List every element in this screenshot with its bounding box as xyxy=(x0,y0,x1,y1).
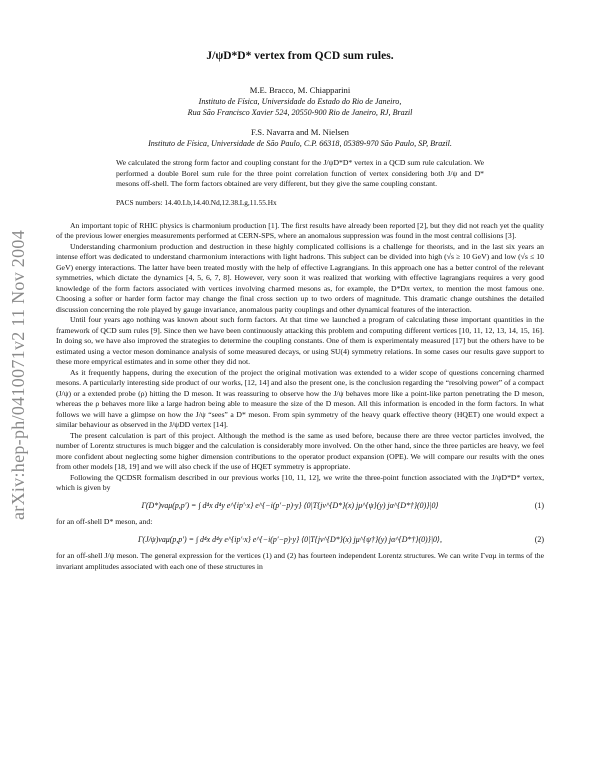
author-group-1: M.E. Bracco, M. Chiapparini xyxy=(249,85,351,95)
pacs-numbers: PACS numbers: 14.40.Lb,14.40.Nd,12.38.Lg,11.55.Hx xyxy=(116,197,277,207)
paper-body xyxy=(56,221,544,573)
equation-1 xyxy=(56,501,544,512)
paper-title: J/ψD*D* vertex from QCD sum rules. xyxy=(206,50,394,62)
paragraph-5: The present calculation is part of this project. Although the method is the same as used before, because there are three vector particles involved, the number of Lorentz structures is much bigger and the calculation is considerably more involved. On the other hand, since the three particles are heavy, we feel more confident about neglecting some higher dimension contributions to the operator product expansion (OPE). We will compare our results with the ones from other models [18, 19] and we will also check if the use of HQET symmetry is appropriate. xyxy=(56,430,544,472)
paragraph-8: for an off-shell J/ψ meson. The general expression for the vertices (1) and (2) has fourteen independent Lorentz structures. We can write Γναμ in terms of the invariant amplitudes associated with each one of these structures in xyxy=(56,551,544,571)
arxiv-sidebar xyxy=(0,0,40,776)
paragraph-1: An important topic of RHIC physics is charmonium production [1]. The first results have already been reported [2], but they did not reach yet the quality of the previous lower energies measurements performed at CERN-SPS, where an anomalous suppression was found in the most central collisions [3]. xyxy=(56,220,544,241)
paragraph-7: for an off-shell D* meson, and: xyxy=(56,517,153,527)
affiliation-1-line-2: Rua São Francisco Xavier 524, 20550-900 Rio de Janeiro, RJ, Brazil xyxy=(187,108,413,117)
equation-2 xyxy=(56,535,544,546)
author-group-2: F.S. Navarra and M. Nielsen xyxy=(251,127,349,137)
equation-1-expression: Γ(D*)νaμ(p,p′) = ∫ d⁴x d⁴y e^{ip′·x} e^{−i(p′−p)·y} ⟨0|T{jν^{D*}(x) jμ^{ψ}(y) jα^{D*†}(0)}|0⟩ xyxy=(141,500,439,510)
affiliation-1-line-1: Instituto de Física, Universidade do Estado do Rio de Janeiro, xyxy=(198,97,402,106)
paper-page xyxy=(56,0,544,572)
paragraph-4: As it frequently happens, during the execution of the project the original motivation was extended to a wider scope of questions concerning charmed mesons. A particularly interesting side product of our works, [12, 14] and also the present one, is the conclusion regarding the “resolving power” of a compact (J/ψ) or a extended probe (ρ) hitting the D meson. It was reassuring to observe how the J/ψ behaves more like a point-like parton penetrating the D meson, whereas the ρ behaves more like a large hadron being able to measure the size of the D meson. All this information is encoded in the form factors. In what follows we will have a glimpse on how the J/ψ “sees” a D* meson. From spin symmetry of the heavy quark effective theory (HQET) one would expect a similar behaviour as observed in the J/ψDD vertex [14]. xyxy=(56,367,544,430)
equation-2-expression: Γ(J/ψ)νaμ(p,p′) = ∫ d⁴x d⁴y e^{ip′·x} e^{−i(p′−p)·y} ⟨0|T{jν^{D*}(x) jμ^{ψ†}(y) jα^{D*†}(0)}|0⟩, xyxy=(138,534,442,544)
affiliation-2: Instituto de Física, Universidade de São Paulo, C.P. 66318, 05389-970 São Paulo, SP, Brazil. xyxy=(148,139,452,148)
paragraph-6: Following the QCDSR formalism described in our previous works [10, 11, 12], we write the three-point function associated with the J/ψD*D* vertex, which is given by xyxy=(56,472,544,493)
equation-1-number: (1) xyxy=(534,500,544,510)
paragraph-2: Understanding charmonium production and destruction in these highly complicated collisions is a challenge for theorists, and in the last six years an intense effort was dedicated to understand charmonium interactions with light hadrons. This subject can be divided into high (√s ≥ 10 GeV) and low (√s ≤ 10 GeV) energy interactions. The latter have been treated mostly with the help of effective Lagrangians. In this approach one has a better control of the relevant symmetries, which dictate the dynamics [4, 5, 6, 7, 8]. However, very soon it was realized that working with effective lagrangians requires a very good knowledge of the form factors associated with vertices involving charmed mesons as, for example, the D*Dπ vertex, to mention the most famous one. Choosing a softer or harder form factor may change the final cross section up to two orders of magnitude. This dramatic change outshines the detailed discussion concerning the role played by gauge invariance, anomalous parity couplings and other dynamical features of the interaction. xyxy=(56,241,544,314)
equation-2-number: (2) xyxy=(534,534,544,544)
arxiv-identifier: arXiv:hep-ph/0410071v2 11 Nov 2004 xyxy=(8,230,28,520)
paragraph-3: Until four years ago nothing was known about such form factors. At that time we launched a program of calculating these important quantities in the framework of QCD sum rules [9]. Since then we have been continuously attacking this problem and computing different vertices [10, 11, 12, 13, 14, 15, 16]. In doing so, we have also improved the strategies to determine the coupling constants. One of them is experimentaly measured [17] but the others have to be estimated using a vector meson dominance analysis of some measured decays, or using SU(4) symmetry relations. In some cases our results gave support to these more empyrical estimates and in some other they did not. xyxy=(56,315,544,367)
abstract: We calculated the strong form factor and coupling constant for the J/ψD*D* vertex in a QCD sum rule calculation. We performed a double Borel sum rule for the three point correlation function of vertex considering both J/ψ and D* mesons off-shell. The form factors obtained are very different, but they give the same coupling constant. xyxy=(116,158,484,189)
